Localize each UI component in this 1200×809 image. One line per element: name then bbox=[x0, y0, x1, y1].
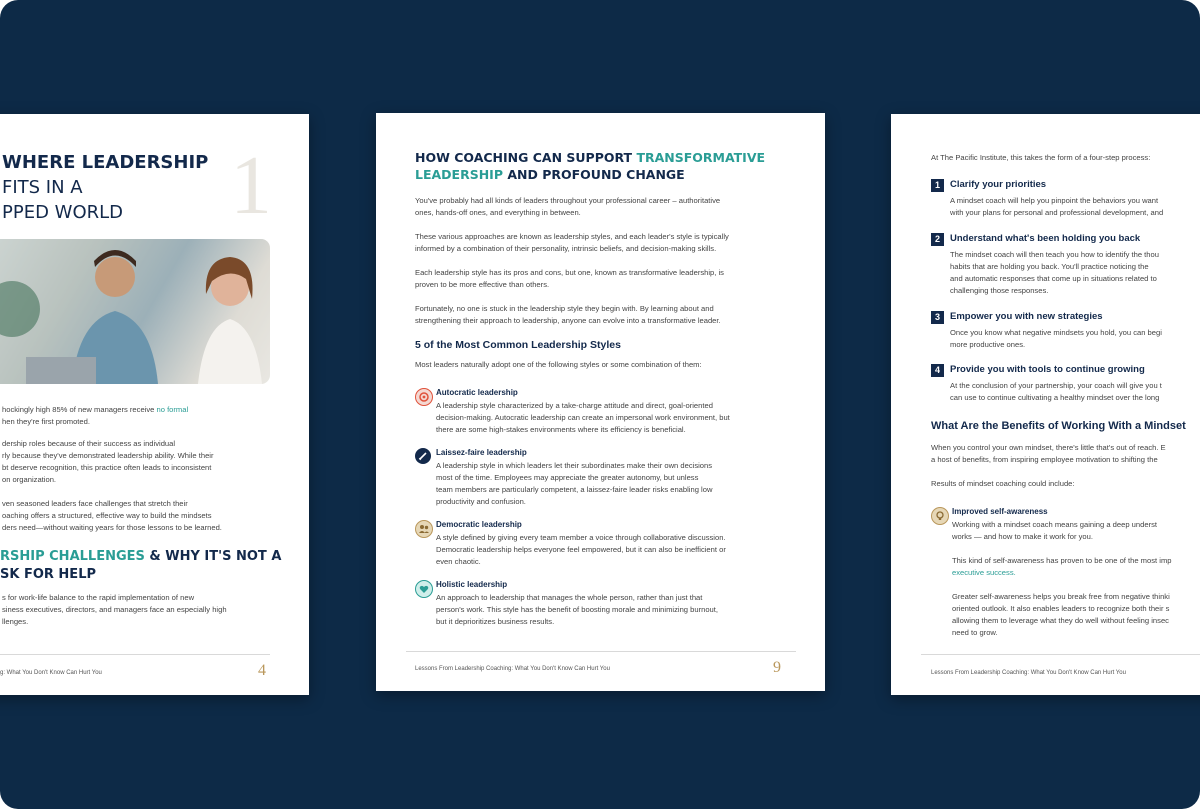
page-title: HOW COACHING CAN SUPPORT TRANSFORMATIVE LEADERSHIP AND PROFOUND CHANGE bbox=[415, 150, 766, 182]
step-number-4: 4 bbox=[931, 364, 944, 377]
paragraph-1: hockingly high 85% of new managers receive no formal hen they're first promoted. bbox=[2, 405, 189, 426]
paragraph-3: Each leadership style has its pros and cons, but one, known as transformative leadership, is proven to be more effective than others. bbox=[415, 268, 724, 289]
style-title-autocratic: Autocratic leadership bbox=[436, 388, 518, 397]
paragraph-1: You've probably had all kinds of leaders throughout your professional career – authoritative ones, hands-off ones, and everything in between. bbox=[415, 196, 721, 217]
step-title-4: Provide you with tools to continue growing bbox=[950, 364, 1145, 375]
pen-icon bbox=[415, 448, 431, 464]
hero-photo bbox=[0, 239, 270, 384]
step-number-2: 2 bbox=[931, 233, 944, 246]
right-document-page bbox=[891, 114, 1200, 695]
footer-text: Lessons From Leadership Coaching: What You Don't Know Can Hurt You bbox=[415, 666, 610, 672]
footer-divider bbox=[0, 654, 270, 655]
step-desc-4: At the conclusion of your partnership, your coach will give you t can use to continue cultivating a healthy mindset over the long bbox=[950, 381, 1162, 402]
paragraph-4: Fortunately, no one is stuck in the leadership style they begin with. By learning about and strengthening their approach to leadership, anyone can evolve into a transformative leader. bbox=[415, 304, 721, 325]
section-paragraph: When you control your own mindset, there's little that's out of reach. E a host of benefits, from inspiring employee motivation to shifting the bbox=[931, 443, 1166, 464]
footer-divider bbox=[921, 654, 1200, 655]
benefit-paragraph-3: Greater self-awareness helps you break free from negative thinki oriented outlook. It also enables leaders to recognize both their s allowing them to leverage what they do well without feeling insec need to grow. bbox=[952, 592, 1170, 637]
step-desc-3: Once you know what negative mindsets you hold, you can begi more productive ones. bbox=[950, 328, 1162, 349]
style-desc-autocratic: A leadership style characterized by a take-charge attitude and direct, goal-oriented decision-making. Autocratic leadership can create an impersonal work environment, but there are some high-stakes environments where its efficiency is beneficial. bbox=[436, 401, 730, 434]
intro-text: Most leaders naturally adopt one of the following styles or some combination of them: bbox=[415, 360, 702, 369]
step-title-1: Clarify your priorities bbox=[950, 179, 1047, 190]
step-number-3: 3 bbox=[931, 311, 944, 324]
paragraph-3: ven seasoned leaders face challenges that stretch their oaching offers a structured, effective way to build the mindsets ders need—without waiting years for those lessons to be learned. bbox=[2, 499, 222, 532]
paragraph-2: These various approaches are known as leadership styles, and each leader's style is typically informed by a combination of their personality, intrinsic beliefs, and decision-making skills. bbox=[415, 232, 729, 253]
page-title: WHERE LEADERSHIP FITS IN A PPED WORLD bbox=[2, 152, 209, 223]
intro-text: At The Pacific Institute, this takes the form of a four-step process: bbox=[931, 153, 1151, 162]
left-document-page bbox=[0, 114, 309, 695]
heart-icon bbox=[415, 580, 433, 598]
target-icon bbox=[415, 388, 433, 406]
page-number: 9 bbox=[773, 659, 781, 676]
footer-text: Lessons From Leadership Coaching: What You Don't Know Can Hurt You bbox=[931, 670, 1126, 676]
footer-divider bbox=[406, 651, 796, 652]
chapter-numeral: 1 bbox=[230, 139, 272, 232]
style-title-laissez-faire: Laissez-faire leadership bbox=[436, 448, 527, 457]
paragraph-2: dership roles because of their success as individual rly because they've demonstrated leadership ability. While their bt deserve recognition, this practice often leads to inconsistent on organization. bbox=[2, 439, 214, 484]
subheading: 5 of the Most Common Leadership Styles bbox=[415, 339, 621, 351]
style-title-democratic: Democratic leadership bbox=[436, 520, 522, 529]
benefit-paragraph-1: Working with a mindset coach means gaining a deep underst works — and how to make it work for you. bbox=[952, 520, 1158, 541]
step-number-1: 1 bbox=[931, 179, 944, 192]
section-heading: RSHIP CHALLENGES & WHY IT'S NOT A SK FOR HELP bbox=[0, 549, 282, 582]
style-desc-democratic: A style defined by giving every team member a voice through collaborative discussion. Democratic leadership helps everyone feel empowered, but it can also be inefficient or even chaotic. bbox=[436, 533, 726, 566]
step-title-3: Empower you with new strategies bbox=[950, 311, 1103, 322]
lightbulb-icon bbox=[931, 507, 949, 525]
section-heading: What Are the Benefits of Working With a Mindset bbox=[931, 420, 1186, 432]
paragraph-4: s for work-life balance to the rapid implementation of new siness executives, directors, and managers face an especially high llenges. bbox=[2, 593, 227, 626]
style-desc-laissez-faire: A leadership style in which leaders let their subordinates make their own decisions most of the time. Employees may appreciate the greater autonomy, but unless team members are particularly competent, a laissez-faire leader risks enabling low productivity and confusion. bbox=[436, 461, 713, 506]
center-document-page bbox=[376, 113, 825, 691]
footer-text: g: What You Don't Know Can Hurt You bbox=[0, 670, 102, 676]
style-title-holistic: Holistic leadership bbox=[436, 580, 508, 589]
page-number: 4 bbox=[258, 662, 266, 679]
step-desc-2: The mindset coach will then teach you how to identify the thou habits that are holding you back. You'll practice noticing the and automatic responses that come up in situations related to challenging those responses. bbox=[950, 250, 1159, 295]
step-desc-1: A mindset coach will help you pinpoint the behaviors you want with your plans for personal and professional development, and bbox=[950, 196, 1164, 217]
benefit-paragraph-2: This kind of self-awareness has proven to be one of the most imp executive success. bbox=[952, 556, 1172, 577]
benefit-title: Improved self-awareness bbox=[952, 507, 1048, 516]
results-intro: Results of mindset coaching could include: bbox=[931, 479, 1075, 488]
step-title-2: Understand what's been holding you back bbox=[950, 233, 1141, 244]
style-desc-holistic: An approach to leadership that manages the whole person, rather than just that person's work. This style has the benefit of boosting morale and minimizing burnout, but it deprioritizes business results. bbox=[436, 593, 719, 626]
people-icon bbox=[415, 520, 433, 538]
